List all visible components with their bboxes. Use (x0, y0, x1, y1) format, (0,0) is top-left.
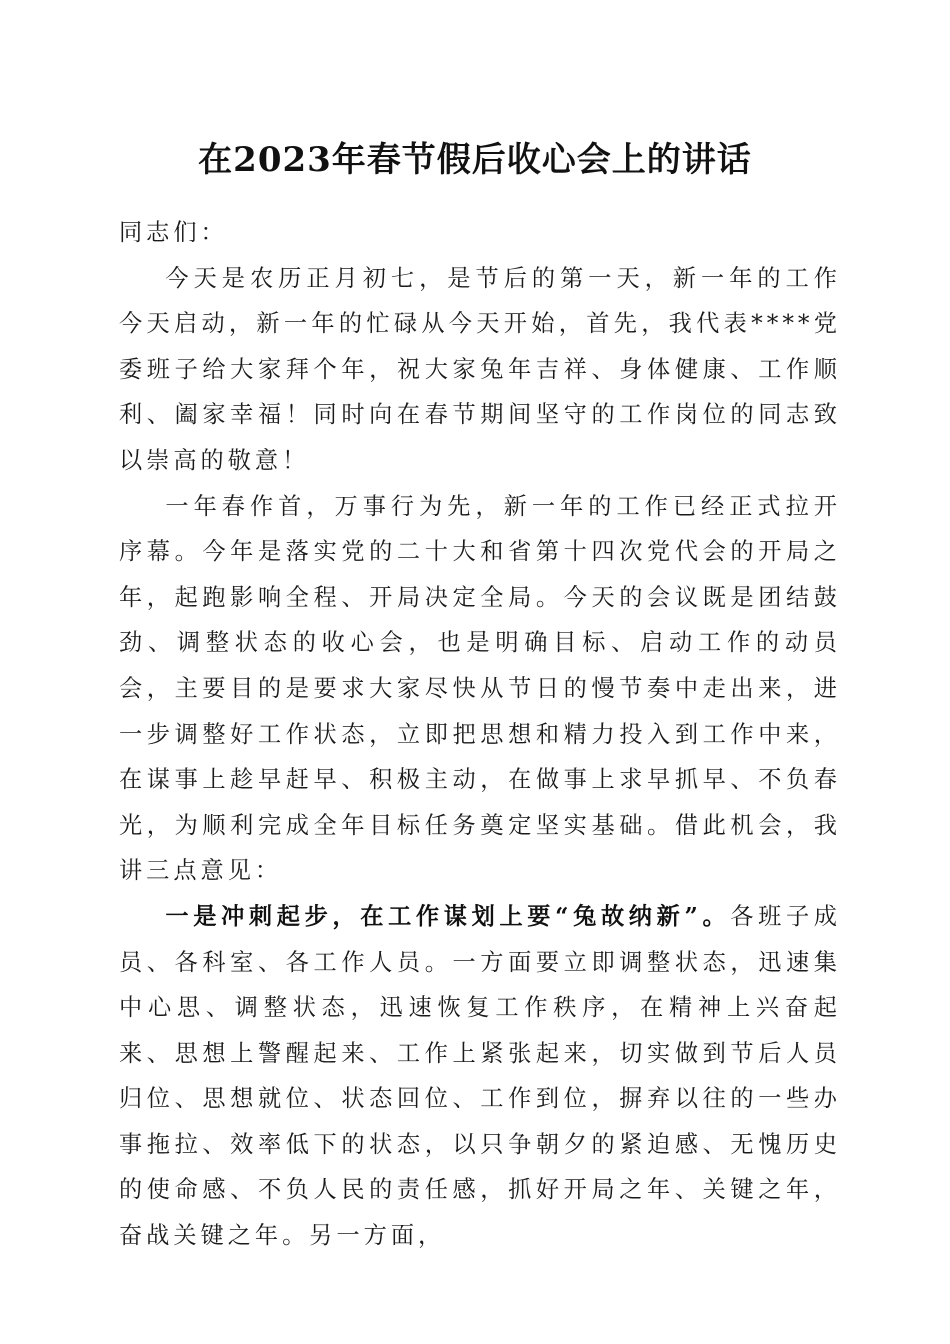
paragraph-greeting (119, 256, 841, 484)
paragraph-introduction (119, 484, 841, 894)
paragraph-text: 今天是农历正月初七，是节后的第一天，新一年的工作今天启动，新一年的忙碌从今天开始，首先，我代表****党委班子给大家拜个年，祝大家兔年吉祥、身体健康、工作顺利、阖家幸福！同时向在春节期间坚守的工作岗位的同志致以崇高的敬意！ (119, 264, 841, 474)
paragraph-text: 一年春作首，万事行为先，新一年的工作已经正式拉开序幕。今年是落实党的二十大和省第十四次党代会的开局之年，起跑影响全程、开局决定全局。今天的会议既是团结鼓劲、调整状态的收心会，也是明确目标、启动工作的动员会，主要目的是要求大家尽快从节日的慢节奏中走出来，进一步调整好工作状态，立即把思想和精力投入到工作中来，在谋事上趁早赶早、积极主动，在做事上求早抓早、不负春光，为顺利完成全年目标任务奠定坚实基础。借此机会，我讲三点意见： (119, 492, 841, 885)
paragraph-point-one (119, 894, 841, 1259)
document-body (119, 210, 841, 1259)
paragraph-lead-heading: 一是冲刺起步，在工作谋划上要“兔故纳新”。 (165, 902, 731, 930)
salutation: 同志们： (119, 219, 228, 246)
document-title: 在2023年春节假后收心会上的讲话 (198, 140, 752, 180)
paragraph-text: 各班子成员、各科室、各工作人员。一方面要立即调整状态，迅速集中心思、调整状态，迅速恢复工作秩序，在精神上兴奋起来、思想上警醒起来、工作上紧张起来，切实做到节后人员归位、思想就位、状态回位、工作到位，摒弃以往的一些办事拖拉、效率低下的状态，以只争朝夕的紧迫感、无愧历史的使命感、不负人民的责任感，抓好开局之年、关键之年，奋战关键之年。另一方面， (119, 902, 841, 1250)
